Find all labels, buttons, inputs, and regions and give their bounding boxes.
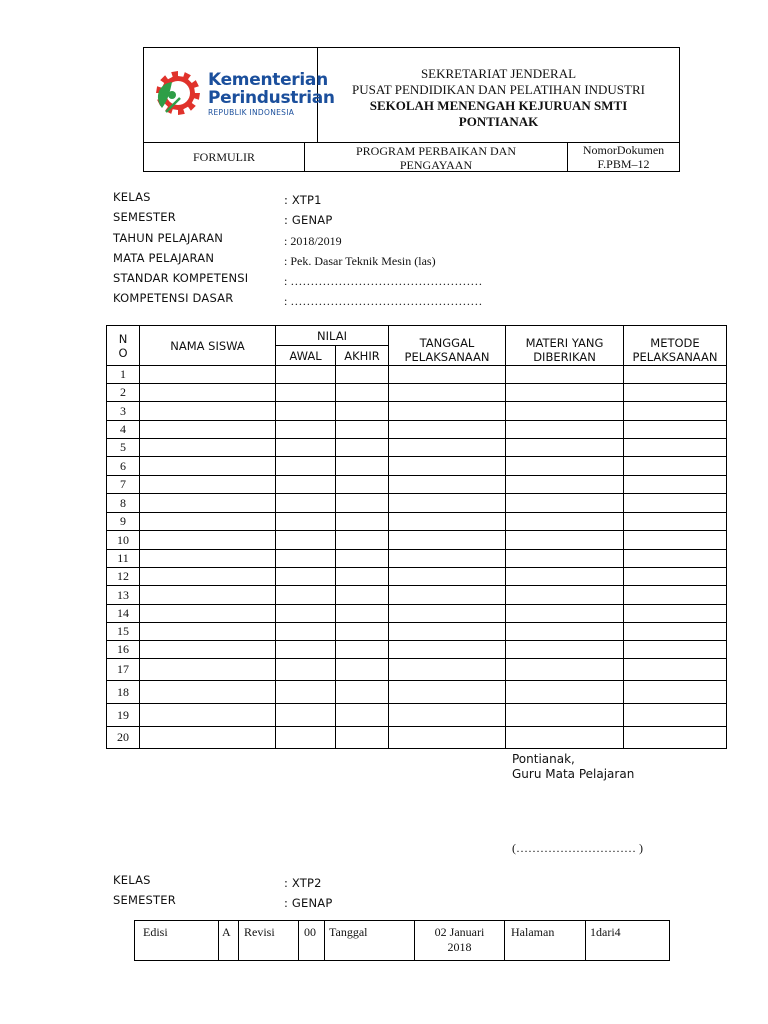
student-table	[106, 325, 727, 749]
col-header-akhir: AKHIR	[336, 346, 389, 366]
row-akhir-cell[interactable]	[336, 402, 389, 421]
table-row	[107, 366, 727, 384]
row-metode-cell[interactable]	[624, 421, 727, 439]
row-nama-cell[interactable]	[140, 623, 276, 641]
row-materi-cell[interactable]	[506, 531, 624, 550]
row-akhir-cell[interactable]	[336, 457, 389, 476]
info-label-mapel: MATA PELAJARAN	[113, 251, 215, 265]
table-row	[107, 727, 727, 749]
row-no-cell: 6	[107, 457, 140, 476]
table-row	[107, 384, 727, 402]
logo-text-line1: Kementerian	[208, 70, 328, 90]
row-nama-cell[interactable]	[140, 586, 276, 605]
info-value-kd: : …………………………………………	[284, 294, 483, 308]
program-title	[305, 143, 568, 172]
row-nama-cell[interactable]	[140, 384, 276, 402]
col-header-metode-line2: PELAKSANAAN	[632, 349, 718, 364]
row-akhir-cell[interactable]	[336, 550, 389, 568]
row-no-cell: 14	[107, 605, 140, 623]
row-metode-cell[interactable]	[624, 641, 727, 659]
row-materi-cell[interactable]	[506, 727, 624, 749]
col-header-metode	[624, 326, 727, 366]
row-materi-cell[interactable]	[506, 476, 624, 494]
row-tanggal-cell[interactable]	[389, 568, 506, 586]
row-no-cell: 20	[107, 727, 140, 749]
footer-edisi-label: Edisi	[135, 921, 219, 961]
row-metode-cell[interactable]	[624, 366, 727, 384]
row-materi-cell[interactable]	[506, 681, 624, 704]
row-awal-cell[interactable]	[276, 550, 336, 568]
row-awal-cell[interactable]	[276, 681, 336, 704]
row-akhir-cell[interactable]	[336, 704, 389, 727]
row-nama-cell[interactable]	[140, 550, 276, 568]
row-metode-cell[interactable]	[624, 681, 727, 704]
row-tanggal-cell[interactable]	[389, 402, 506, 421]
row-no-cell: 11	[107, 550, 140, 568]
row-akhir-cell[interactable]	[336, 586, 389, 605]
row-tanggal-cell[interactable]	[389, 605, 506, 623]
row-no-cell: 12	[107, 568, 140, 586]
col-header-materi	[506, 326, 624, 366]
row-no-cell: 2	[107, 384, 140, 402]
logo-area	[144, 48, 335, 143]
footer-revisi-value: 00	[299, 921, 325, 961]
table-row	[107, 704, 727, 727]
row-awal-cell[interactable]	[276, 366, 336, 384]
row-tanggal-cell[interactable]	[389, 513, 506, 531]
row-akhir-cell[interactable]	[336, 531, 389, 550]
info2-value-kelas: : XTP2	[284, 876, 322, 890]
kemenperin-logo-icon	[148, 68, 206, 118]
info-label-standar: STANDAR KOMPETENSI	[113, 271, 249, 285]
row-akhir-cell[interactable]	[336, 513, 389, 531]
row-materi-cell[interactable]	[506, 586, 624, 605]
row-metode-cell[interactable]	[624, 704, 727, 727]
row-no-cell: 7	[107, 476, 140, 494]
row-metode-cell[interactable]	[624, 623, 727, 641]
table-row	[107, 550, 727, 568]
row-akhir-cell[interactable]	[336, 366, 389, 384]
row-awal-cell[interactable]	[276, 457, 336, 476]
row-tanggal-cell[interactable]	[389, 457, 506, 476]
row-metode-cell[interactable]	[624, 531, 727, 550]
logo-text-line2: Perindustrian	[208, 88, 335, 108]
row-materi-cell[interactable]	[506, 641, 624, 659]
row-tanggal-cell[interactable]	[389, 641, 506, 659]
row-akhir-cell[interactable]	[336, 384, 389, 402]
col-header-awal: AWAL	[276, 346, 336, 366]
row-tanggal-cell[interactable]	[389, 623, 506, 641]
info-value-kelas: : XTP1	[284, 193, 322, 207]
row-nama-cell[interactable]	[140, 641, 276, 659]
row-tanggal-cell[interactable]	[389, 704, 506, 727]
col-header-no	[107, 326, 140, 366]
row-akhir-cell[interactable]	[336, 727, 389, 749]
info-label-semester: SEMESTER	[113, 210, 176, 224]
row-materi-cell[interactable]	[506, 623, 624, 641]
title-line-3: SEKOLAH MENENGAH KEJURUAN SMTI	[369, 98, 628, 113]
row-no-cell: 10	[107, 531, 140, 550]
row-no-cell: 18	[107, 681, 140, 704]
row-tanggal-cell[interactable]	[389, 681, 506, 704]
row-no-cell: 9	[107, 513, 140, 531]
col-header-materi-line1: MATERI YANG	[525, 335, 604, 350]
row-nama-cell[interactable]	[140, 727, 276, 749]
row-metode-cell[interactable]	[624, 439, 727, 457]
row-metode-cell[interactable]	[624, 568, 727, 586]
title-line-1: SEKRETARIAT JENDERAL	[420, 66, 577, 81]
col-header-no-line2: O	[118, 345, 128, 360]
row-awal-cell[interactable]	[276, 641, 336, 659]
col-header-nama: NAMA SISWA	[140, 326, 276, 366]
title-line-4: PONTIANAK	[458, 114, 539, 129]
row-awal-cell[interactable]	[276, 623, 336, 641]
table-row	[107, 494, 727, 513]
row-tanggal-cell[interactable]	[389, 727, 506, 749]
row-metode-cell[interactable]	[624, 402, 727, 421]
info-label-kelas: KELAS	[113, 190, 151, 204]
row-awal-cell[interactable]	[276, 494, 336, 513]
table-row	[107, 623, 727, 641]
row-nama-cell[interactable]	[140, 704, 276, 727]
document-header	[143, 47, 680, 172]
row-awal-cell[interactable]	[276, 605, 336, 623]
row-metode-cell[interactable]	[624, 659, 727, 681]
info-value-mapel: : Pek. Dasar Teknik Mesin (las)	[284, 254, 436, 268]
form-label: FORMULIR	[144, 143, 305, 172]
row-no-cell: 13	[107, 586, 140, 605]
table-row	[107, 568, 727, 586]
info2-value-semester: : GENAP	[284, 896, 333, 910]
row-tanggal-cell[interactable]	[389, 550, 506, 568]
table-row	[107, 439, 727, 457]
table-row	[107, 402, 727, 421]
row-no-cell: 17	[107, 659, 140, 681]
row-akhir-cell[interactable]	[336, 494, 389, 513]
row-tanggal-cell[interactable]	[389, 531, 506, 550]
row-materi-cell[interactable]	[506, 421, 624, 439]
row-materi-cell[interactable]	[506, 513, 624, 531]
row-materi-cell[interactable]	[506, 659, 624, 681]
row-materi-cell[interactable]	[506, 550, 624, 568]
col-header-tanggal-line1: TANGGAL	[419, 335, 475, 350]
col-header-tanggal-line2: PELAKSANAAN	[404, 349, 490, 364]
doc-number-value: F.PBM–12	[597, 157, 650, 171]
row-materi-cell[interactable]	[506, 494, 624, 513]
row-awal-cell[interactable]	[276, 568, 336, 586]
table-row	[107, 605, 727, 623]
footer-edisi-value: A	[219, 921, 239, 961]
title-line-2: PUSAT PENDIDIKAN DAN PELATIHAN INDUSTRI	[352, 82, 645, 97]
row-nama-cell[interactable]	[140, 457, 276, 476]
row-awal-cell[interactable]	[276, 727, 336, 749]
row-materi-cell[interactable]	[506, 568, 624, 586]
row-akhir-cell[interactable]	[336, 659, 389, 681]
info-value-tahun: : 2018/2019	[284, 234, 342, 248]
row-awal-cell[interactable]	[276, 384, 336, 402]
row-no-cell: 3	[107, 402, 140, 421]
col-header-no-line1: N	[118, 331, 128, 346]
signature-city: Pontianak,	[512, 752, 575, 766]
footer-tanggal-value	[415, 921, 505, 961]
row-nama-cell[interactable]	[140, 568, 276, 586]
row-nama-cell[interactable]	[140, 681, 276, 704]
row-no-cell: 1	[107, 366, 140, 384]
row-akhir-cell[interactable]	[336, 568, 389, 586]
row-akhir-cell[interactable]	[336, 476, 389, 494]
row-awal-cell[interactable]	[276, 439, 336, 457]
row-materi-cell[interactable]	[506, 439, 624, 457]
row-akhir-cell[interactable]	[336, 439, 389, 457]
row-nama-cell[interactable]	[140, 605, 276, 623]
row-nama-cell[interactable]	[140, 476, 276, 494]
row-tanggal-cell[interactable]	[389, 659, 506, 681]
footer-halaman-value: 1dari4	[586, 921, 670, 961]
doc-number	[568, 143, 679, 172]
row-nama-cell[interactable]	[140, 659, 276, 681]
row-no-cell: 16	[107, 641, 140, 659]
info-label-kd: KOMPETENSI DASAR	[113, 291, 234, 305]
row-materi-cell[interactable]	[506, 605, 624, 623]
row-awal-cell[interactable]	[276, 513, 336, 531]
row-tanggal-cell[interactable]	[389, 586, 506, 605]
row-metode-cell[interactable]	[624, 513, 727, 531]
row-tanggal-cell[interactable]	[389, 366, 506, 384]
row-no-cell: 8	[107, 494, 140, 513]
row-awal-cell[interactable]	[276, 402, 336, 421]
footer-revision-table	[134, 920, 670, 961]
row-nama-cell[interactable]	[140, 366, 276, 384]
footer-revisi-label: Revisi	[239, 921, 299, 961]
row-no-cell: 19	[107, 704, 140, 727]
row-metode-cell[interactable]	[624, 605, 727, 623]
signature-name-placeholder: (………………………… )	[512, 841, 643, 855]
row-nama-cell[interactable]	[140, 494, 276, 513]
program-title-line1: PROGRAM PERBAIKAN DAN	[355, 144, 517, 158]
row-materi-cell[interactable]	[506, 366, 624, 384]
info-label-tahun: TAHUN PELAJARAN	[113, 231, 224, 245]
row-metode-cell[interactable]	[624, 457, 727, 476]
row-akhir-cell[interactable]	[336, 421, 389, 439]
header-info-row	[144, 142, 679, 172]
row-awal-cell[interactable]	[276, 704, 336, 727]
row-akhir-cell[interactable]	[336, 641, 389, 659]
row-akhir-cell[interactable]	[336, 605, 389, 623]
row-tanggal-cell[interactable]	[389, 494, 506, 513]
row-tanggal-cell[interactable]	[389, 476, 506, 494]
row-no-cell: 15	[107, 623, 140, 641]
table-row	[107, 513, 727, 531]
footer-tanggal-line1: 02 Januari	[434, 925, 485, 939]
row-materi-cell[interactable]	[506, 704, 624, 727]
row-awal-cell[interactable]	[276, 586, 336, 605]
info-value-semester: : GENAP	[284, 213, 333, 227]
table-row	[107, 457, 727, 476]
col-header-metode-line1: METODE	[650, 335, 700, 350]
row-awal-cell[interactable]	[276, 531, 336, 550]
footer-tanggal-label: Tanggal	[325, 921, 415, 961]
program-title-line2: PENGAYAAN	[399, 158, 473, 172]
row-metode-cell[interactable]	[624, 586, 727, 605]
table-row	[107, 641, 727, 659]
row-metode-cell[interactable]	[624, 476, 727, 494]
row-nama-cell[interactable]	[140, 402, 276, 421]
table-row	[107, 476, 727, 494]
footer-tanggal-line2: 2018	[447, 940, 472, 954]
row-tanggal-cell[interactable]	[389, 384, 506, 402]
table-row	[107, 681, 727, 704]
logo-text-line3: REPUBLIK INDONESIA	[208, 108, 295, 117]
doc-number-label: NomorDokumen	[582, 143, 665, 157]
row-metode-cell[interactable]	[624, 550, 727, 568]
row-materi-cell[interactable]	[506, 457, 624, 476]
info2-label-kelas: KELAS	[113, 873, 151, 887]
row-metode-cell[interactable]	[624, 494, 727, 513]
row-materi-cell[interactable]	[506, 384, 624, 402]
row-nama-cell[interactable]	[140, 421, 276, 439]
col-header-materi-line2: DIBERIKAN	[533, 349, 596, 364]
table-row	[107, 421, 727, 439]
row-tanggal-cell[interactable]	[389, 421, 506, 439]
header-title-block	[318, 48, 679, 143]
footer-halaman-label: Halaman	[505, 921, 586, 961]
table-row	[107, 659, 727, 681]
table-row	[107, 586, 727, 605]
table-row	[107, 531, 727, 550]
info-value-standar: : …………………………………………	[284, 274, 483, 288]
row-akhir-cell[interactable]	[336, 623, 389, 641]
row-nama-cell[interactable]	[140, 531, 276, 550]
row-no-cell: 5	[107, 439, 140, 457]
row-awal-cell[interactable]	[276, 476, 336, 494]
row-nama-cell[interactable]	[140, 513, 276, 531]
row-no-cell: 4	[107, 421, 140, 439]
signature-role: Guru Mata Pelajaran	[512, 767, 635, 781]
row-tanggal-cell[interactable]	[389, 439, 506, 457]
row-metode-cell[interactable]	[624, 384, 727, 402]
row-nama-cell[interactable]	[140, 439, 276, 457]
info2-label-semester: SEMESTER	[113, 893, 176, 907]
row-awal-cell[interactable]	[276, 421, 336, 439]
row-akhir-cell[interactable]	[336, 681, 389, 704]
row-awal-cell[interactable]	[276, 659, 336, 681]
col-header-nilai: NILAI	[276, 326, 389, 346]
col-header-tanggal	[389, 326, 506, 366]
row-materi-cell[interactable]	[506, 402, 624, 421]
row-metode-cell[interactable]	[624, 727, 727, 749]
